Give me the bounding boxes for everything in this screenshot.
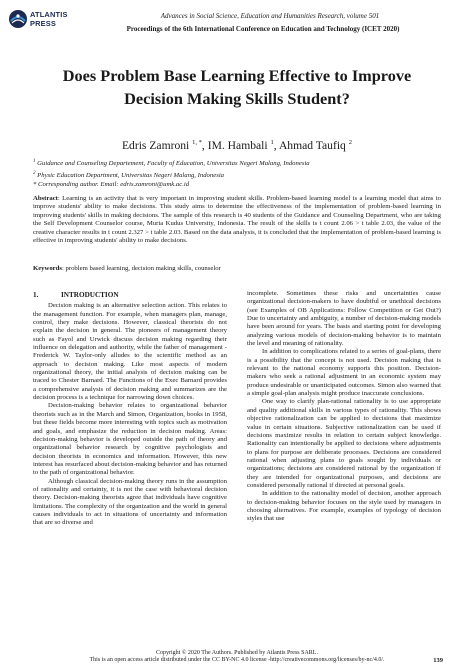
affiliation-line: [33, 169, 454, 181]
author-separator: ,: [201, 139, 208, 152]
abstract-text: : Learning is an activity that is very important in improving student skills. Problem-based learning model is a learning model that aims to improve students' ability to make decisions. This study aims to determine the effectiveness of the implementation of problem-based learning in improving students' skills in making decisions. The sample of this research is 40 students of the Guidance and Counseling Department, who are taking the Self Development Counselor course, Muria Kudus University, Indonesia. The result of the skills is t count 2.06 > t table 2.03, the value of the creative character results in t count 2.327 > t table 2.03. Based on the data analysis, it is concluded that the implementation of problem-based learning is effective in improving students' ability to make decisions.: [33, 195, 441, 245]
publisher-logo: [8, 8, 68, 30]
corresponding-author-text: Corresponding author. Email: edris.zamroni@umk.ac.id: [38, 181, 190, 189]
author-name: IM. Hambali: [207, 139, 268, 152]
copyright-line: Copyright © 2020 The Authors. Published by Atlantis Press SARL.: [156, 650, 318, 656]
proceedings-header: Proceedings of the 6th International Conference on Education and Technology (ICET 2020): [126, 25, 400, 33]
section-number: 1.: [33, 291, 39, 299]
corresponding-mark: *: [33, 181, 37, 189]
page-number: 139: [433, 657, 443, 664]
page-footer: [0, 650, 474, 665]
author-name: Ahmad Taufiq: [278, 139, 346, 152]
corresponding-author-line: [33, 180, 454, 190]
paper-title: [20, 64, 454, 110]
author-affiliation-mark: 1, *: [192, 139, 202, 147]
keywords-label: Keywords: [33, 265, 62, 272]
series-header: Advances in Social Science, Education and Humanities Research, volume 501: [160, 12, 380, 20]
abstract: [33, 195, 441, 246]
body-paragraph: Although classical decision-making theory runs in the assumption of rationality and certainty, it is not the case with behavioral decision theory. Decision-making theorists agree that individuals have cognitive limitations. The complexity of the organization and the world in general causes individuals to act in situations of uncertainty and information that are so diverse and: [33, 477, 227, 527]
atlantis-logo-icon: [8, 9, 28, 29]
affiliations: [33, 157, 454, 190]
affiliation-text: Guidance and Counseling Departement, Faculty of Education, Universitas Negeri Malang, Indonesia: [37, 160, 310, 168]
body-paragraph: One way to clarify plan-rational rationality is to use appropriate and quality additional skills in various types of rationality. This shows objective rationalization can be applied to decisions that maximize value in certain situations. Subjective rationalization can be used if decisions maximize results in relation to certain subject knowledge. Rationality can intentionally be applied to decisions where adjustments to plans for purpose are deliberate processes. Decisions are considered rational when adjusting plans to goals sought by individuals or organizations; decisions are considered rational by the organization if they are intended for organizational purposes, and decisions are considered personally rational if directed at personal goals.: [247, 398, 441, 489]
left-column: [33, 291, 227, 528]
logo-line1: ATLANTIS: [30, 10, 68, 19]
section-heading: [33, 291, 227, 299]
author-list: [0, 139, 474, 152]
author-name: Edris Zamroni: [121, 139, 190, 152]
license-line: This is an open access article distributed under the CC BY-NC 4.0 license -http://creativecommons.org/licenses/by-nc/4.0/.: [89, 657, 385, 664]
body-paragraph: In addition to complications related to a series of goal-plans, there is a possibility that the concept is not used. Decision making that is relevant to the national economy supports this position. Decision-makers who seek a rational adjustment in an economic system may produce undesirable or unanticipated outcomes. Simon also warned that a simple goal-plan analysis might produce inaccurate conclusions.: [247, 348, 441, 398]
body-paragraph: Decision making is an alternative selection action. This relates to the management function. For example, when managers plan, manage, control, they make decisions. However, classical theorists do not explain the decision in general. The pioneers of management theory such as Fayol and Urwick discuss decision making regarding their influence on delegation and authority, while the father of management - Frederick W. Taylor-only alludes to the scientific method as an approach to decision making. Like most aspects of modern organizational theory, the initial analysis of decision making can be traced to Chester Barnard. The Functions of the Exec Barnard provides a comprehensive analysis of decision making and summarizes are the decision process is a technique for narrowing down choices.: [33, 302, 227, 402]
body-paragraph: Decision-making behavior relates to organizational behavior theorists such as in the March and Simon, Organization, books in 1958, but these fields become more interesting with topics such as motivation and goals, and emphasize the reduction in decision making. Areas: decision-making behavior is developed outside the path of theory and organizational behavior research by cognitive psychologists and decision theorists in economics and information. However, this new interest has resurfaced about decision-making behavior and has returned to the path of organizational behavior.: [33, 402, 227, 477]
title-line1: Does Problem Base Learning Effective to Improve: [62, 66, 412, 85]
abstract-label: Abstract: [33, 195, 58, 202]
affiliation-mark: 2: [33, 170, 36, 176]
right-column: [247, 290, 441, 524]
author-affiliation-mark: 1: [270, 139, 274, 147]
author-affiliation-mark: 2: [348, 139, 353, 147]
section-title: INTRODUCTION: [61, 291, 119, 299]
body-paragraph: incomplete. Sometimes these risks and uncertainties cause organizational decision-makers to have doubtful or unethical decisions (see Examples of OB Applications: Follow Competition or Get Out?) Due to uncertainty and ambiguity, a number of decision-making models have been around for years. The basis and starting point for developing analyzing various models of decision-making behavior is to maintain the level and meaning of rationality.: [247, 290, 441, 348]
author-separator: ,: [273, 139, 279, 152]
logo-line2: PRESS: [30, 18, 57, 28]
title-line2: Decision Making Skills Student?: [124, 89, 350, 108]
affiliation-line: [33, 157, 454, 169]
body-paragraph: In addition to the rationality model of decision, another approach to decision-making behavior focuses on the style used by managers in choosing alternatives. For example, examples of typology of decision styles that use: [247, 490, 441, 523]
keywords: [33, 265, 441, 272]
affiliation-text: Physic Education Department, Universitas Negeri Malang, Indonesia: [37, 171, 225, 179]
keywords-text: : problem based learning, decision making skills, counselor: [61, 265, 221, 272]
affiliation-mark: 1: [33, 159, 36, 164]
